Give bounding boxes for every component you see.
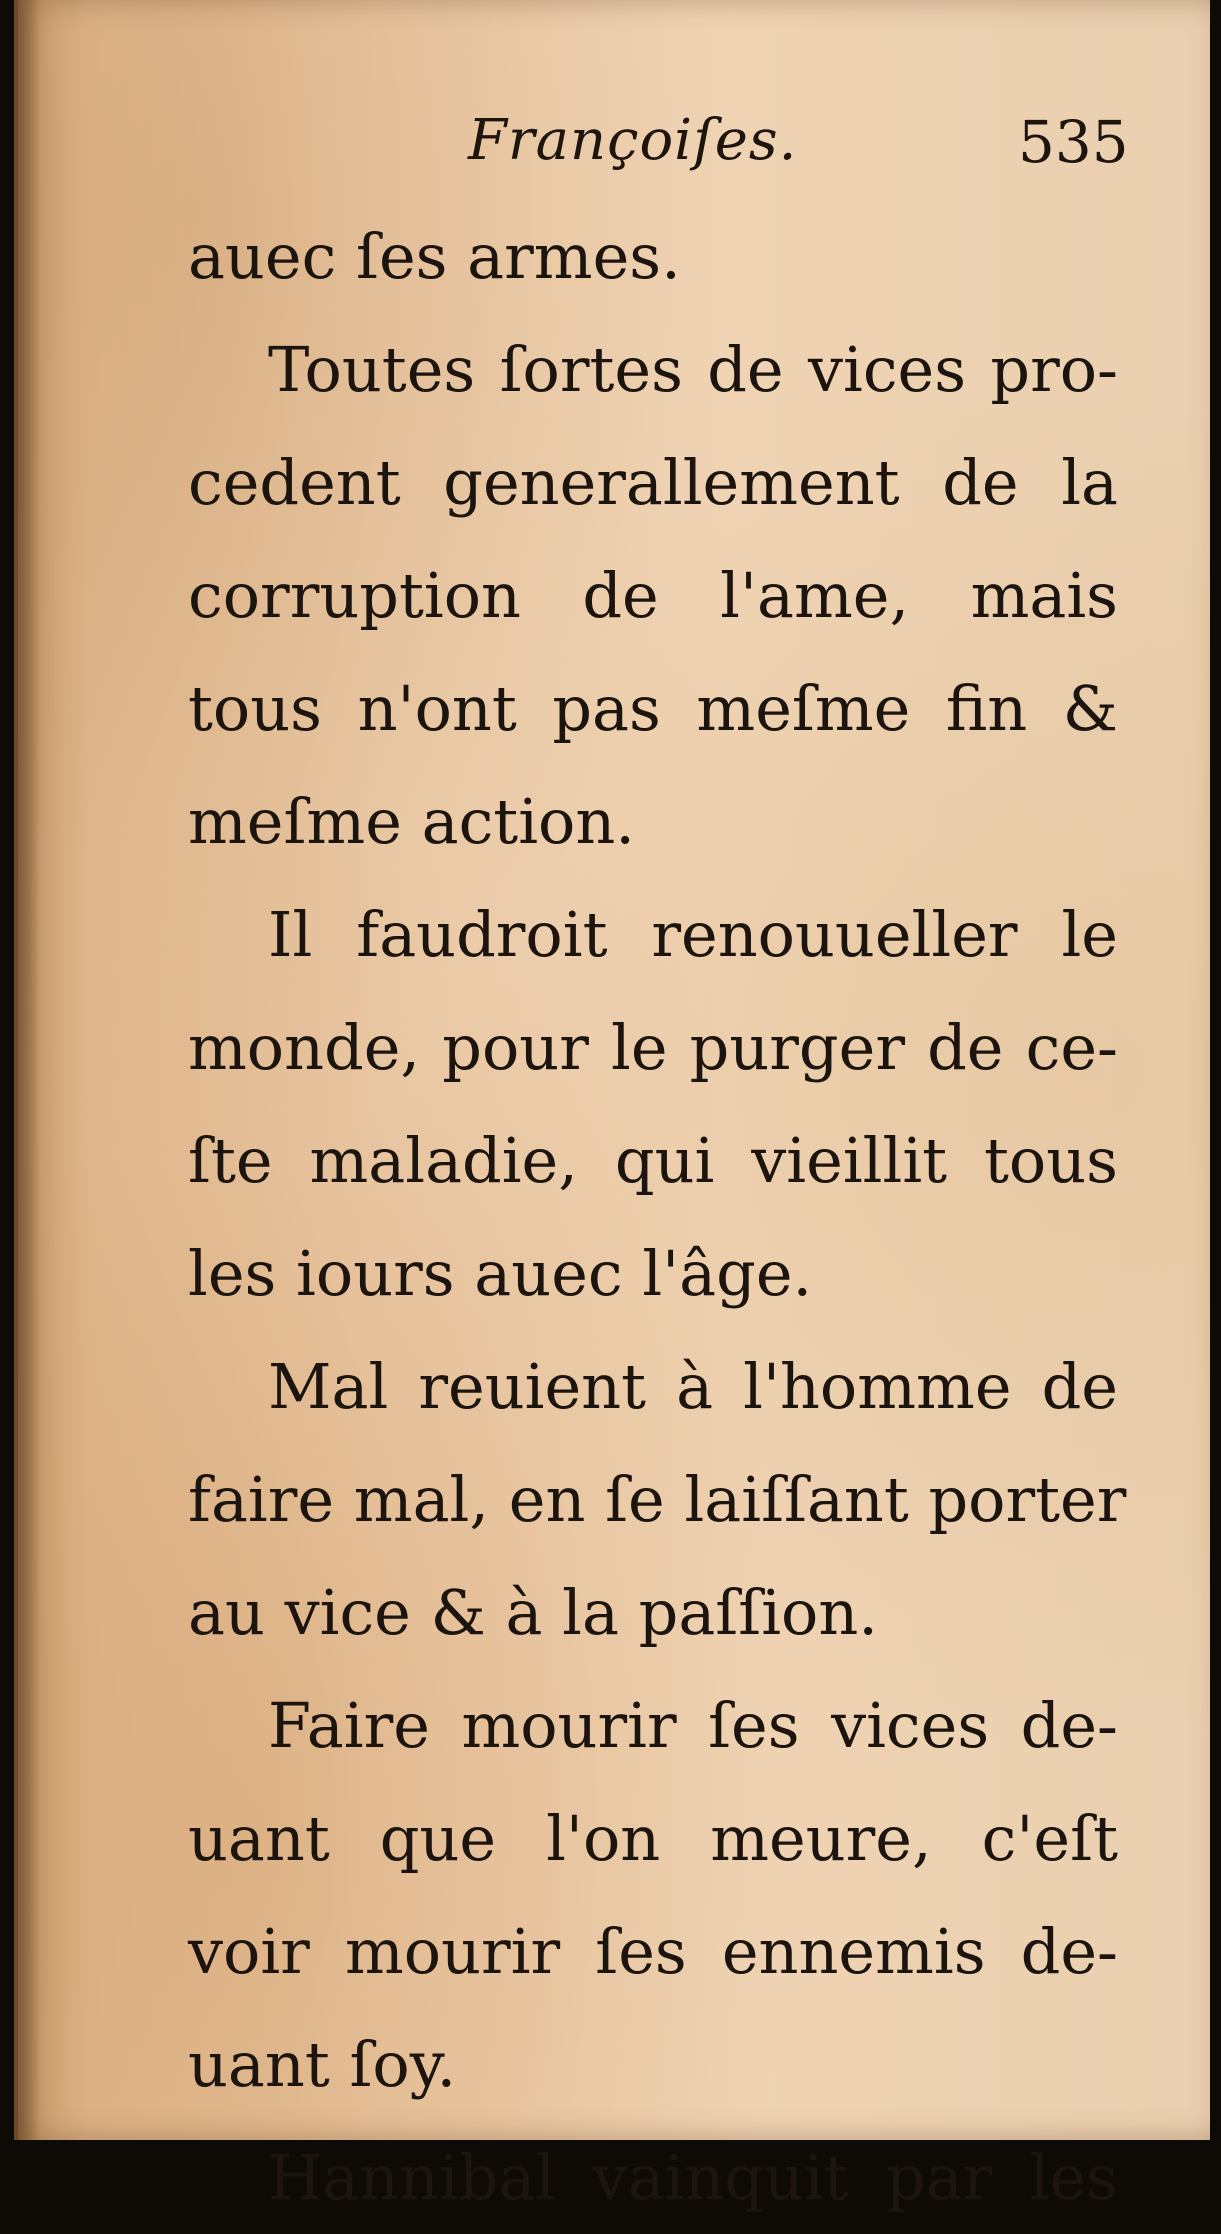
- body-text: [188, 200, 1127, 2234]
- book-page: [14, 0, 1210, 2214]
- text-line: Il faudroit renouueller le: [268, 898, 1118, 971]
- text-line: uant ſoy.: [188, 2028, 457, 2101]
- text-line: uant que l'on meure, c'eſt: [188, 1802, 1118, 1875]
- text-line: auec ſes armes.: [188, 220, 681, 293]
- text-line: monde, pour le purger de ce-: [188, 1011, 1118, 1084]
- text-line: corruption de l'ame, mais: [188, 559, 1118, 632]
- page-binding-edge: [18, 0, 40, 2140]
- text-line: faire mal, en ſe laiſſant porter: [188, 1463, 1127, 1536]
- page-number: 535: [1018, 108, 1129, 176]
- text-line: Hannibal vainquit par les: [268, 2141, 1118, 2214]
- text-line: au vice & à la paſſion.: [188, 1576, 878, 1649]
- text-line: meſme action.: [188, 785, 636, 858]
- text-line: les iours auec l'âge.: [188, 1237, 813, 1310]
- text-line: Mal reuient à l'homme de: [268, 1350, 1118, 1423]
- text-line: Toutes ſortes de vices pro-: [268, 333, 1118, 406]
- running-head: [18, 108, 1210, 178]
- text-line: Faire mourir ſes vices de-: [268, 1689, 1118, 1762]
- text-line: ſte maladie, qui vieillit tous: [188, 1124, 1118, 1197]
- text-line: cedent generallement de la: [188, 446, 1118, 519]
- running-head-title: Françoiſes.: [468, 108, 798, 173]
- text-line: tous n'ont pas meſme fin &: [188, 672, 1118, 745]
- text-line: voir mourir ſes ennemis de-: [188, 1915, 1118, 1988]
